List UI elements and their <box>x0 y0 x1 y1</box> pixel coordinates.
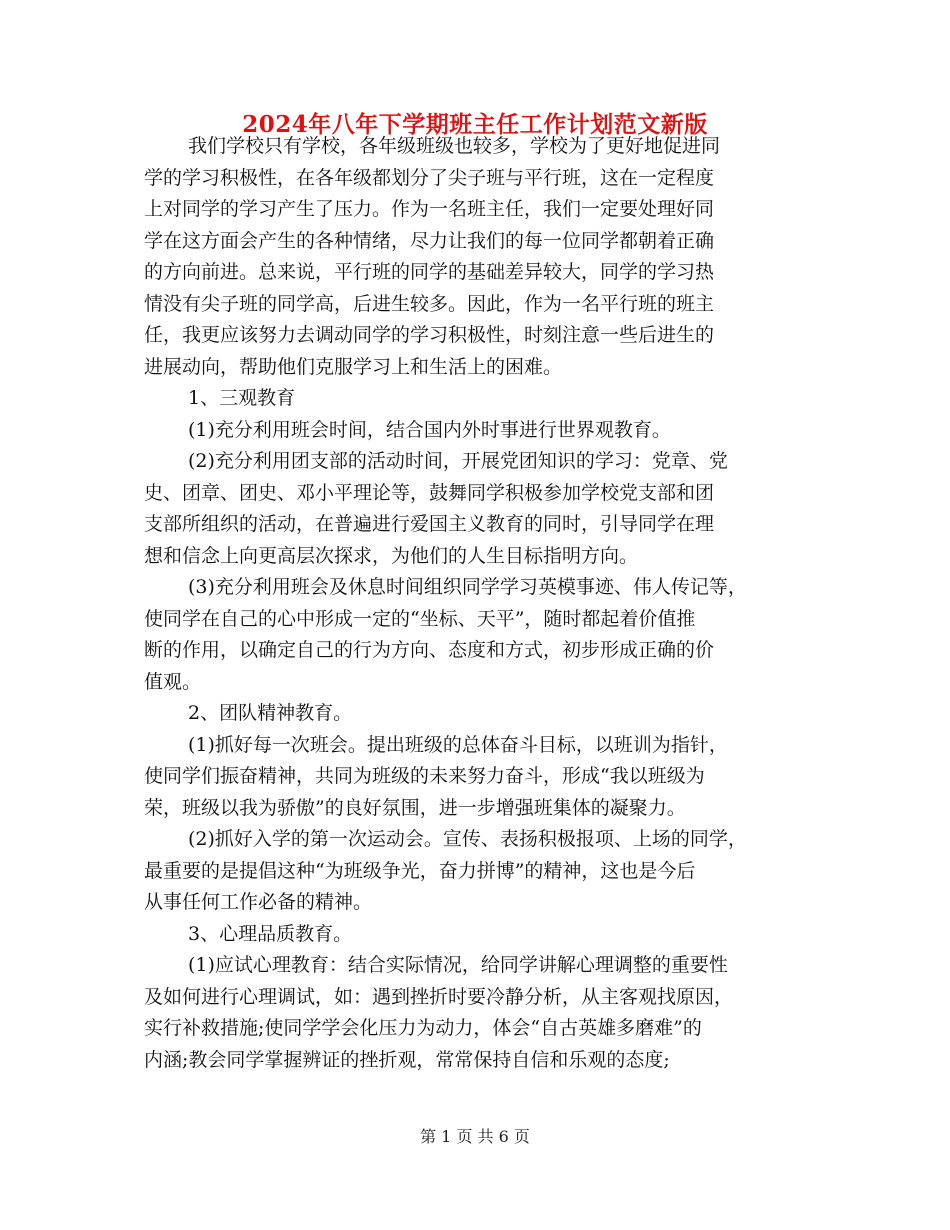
paragraph-line: 任，我更应该努力去调动同学的学习积极性，时刻注意一些后进生的 <box>144 324 715 346</box>
paragraph-line: 的方向前进。总来说，平行班的同学的基础差异较大，同学的学习热 <box>144 261 715 283</box>
document-body <box>144 131 824 1076</box>
paragraph-line: 史、团章、团史、邓小平理论等，鼓舞同学积极参加学校党支部和团 <box>144 481 715 504</box>
paragraph-line: 进展动向，帮助他们克服学习上和生活上的困难。 <box>144 355 563 378</box>
section-heading: 3、心理品质教育。 <box>188 922 353 945</box>
paragraph-line: 学在这方面会产生的各种情绪，尽力让我们的每一位同学都朝着正确 <box>144 229 715 252</box>
page-number-footer: 第 1 页 共 6 页 <box>420 1127 530 1146</box>
paragraph-line: 内涵;教会同学掌握辨证的挫折观，常常保持自信和乐观的态度; <box>144 1048 670 1071</box>
section-heading: 2、团队精神教育。 <box>188 702 353 724</box>
paragraph-line: 最重要的是提倡这种“为班级争光，奋力拼博”的精神，这也是今后 <box>144 859 696 882</box>
paragraph-line: 使同学们振奋精神，共同为班级的未来努力奋斗，形成“我以班级为 <box>144 765 705 787</box>
paragraph-line: 支部所组织的活动，在普遍进行爱国主义教育的同时，引导同学在理 <box>144 513 715 535</box>
paragraph-line: 情没有尖子班的同学高，后进生较多。因此，作为一名平行班的班主 <box>144 292 715 315</box>
document-title: 2024年八年下学期班主任工作计划范文新版 <box>242 111 708 138</box>
paragraph-line: 荣，班级以我为骄傲”的良好氛围，进一步增强班集体的凝聚力。 <box>144 796 686 819</box>
paragraph-line: 学的学习积极性，在各年级都划分了尖子班与平行班，这在一定程度 <box>144 166 715 189</box>
paragraph-line: (2)充分利用团支部的活动时间，开展党团知识的学习：党章、党 <box>188 450 728 472</box>
paragraph-line: 值观。 <box>144 670 202 693</box>
paragraph-line: (1)充分利用班会时间，结合国内外时事进行世界观教育。 <box>188 418 671 441</box>
paragraph-line: 我们学校只有学校，各年级班级也较多，学校为了更好地促进同 <box>188 135 721 157</box>
paragraph-line: 断的作用，以确定自己的行为方向、态度和方式，初步形成正确的价 <box>144 639 715 661</box>
paragraph-line: 使同学在自己的心中形成一定的“坐标、天平”，随时都起着价值推 <box>144 607 696 630</box>
paragraph-line: (1)应试心理教育：结合实际情况，给同学讲解心理调整的重要性 <box>188 954 728 976</box>
section-heading: 1、三观教育 <box>188 387 296 409</box>
paragraph-line: (3)充分利用班会及休息时间组织同学学习英模事迹、伟人传记等， <box>188 576 747 598</box>
paragraph-line: 从事任何工作必备的精神。 <box>144 891 373 913</box>
paragraph-line: 想和信念上向更高层次探求，为他们的人生目标指明方向。 <box>144 544 639 567</box>
paragraph-line: 上对同学的学习产生了压力。作为一名班主任，我们一定要处理好同 <box>144 198 715 220</box>
paragraph-line: (1)抓好每一次班会。提出班级的总体奋斗目标，以班训为指针， <box>188 733 728 756</box>
paragraph-line: 及如何进行心理调试，如：遇到挫折时要冷静分析，从主客观找原因， <box>144 985 734 1008</box>
paragraph-line: (2)抓好入学的第一次运动会。宣传、表扬积极报项、上场的同学， <box>188 828 747 850</box>
paragraph-line: 实行补救措施;使同学学会化压力为动力，体会“自古英雄多磨难”的 <box>144 1017 702 1039</box>
